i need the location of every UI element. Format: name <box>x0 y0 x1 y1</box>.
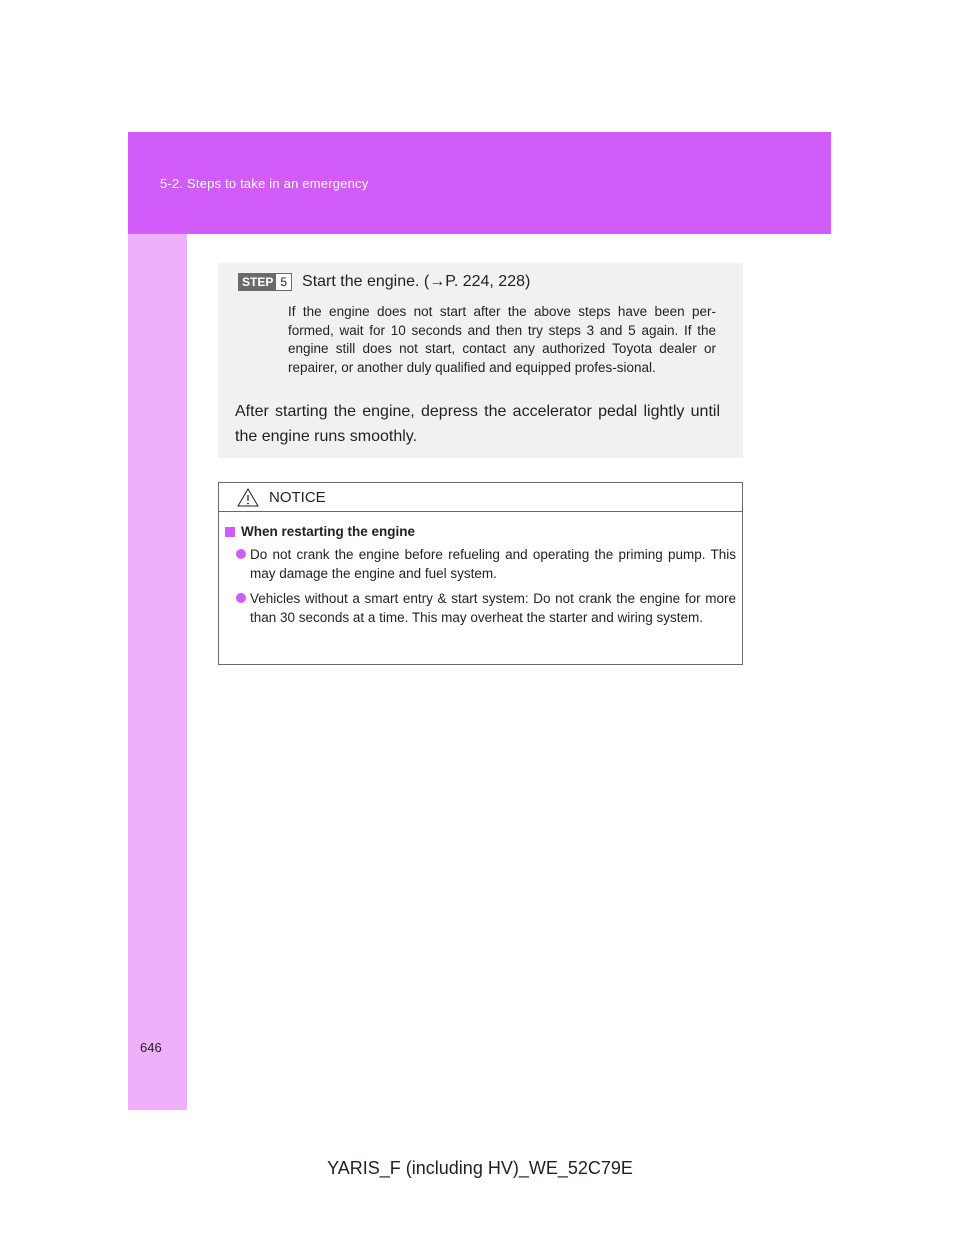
notice-item <box>225 545 736 583</box>
document-footer: YARIS_F (including HV)_WE_52C79E <box>327 1158 633 1178</box>
notice-title: NOTICE <box>269 488 326 506</box>
square-bullet-icon <box>225 527 235 537</box>
section-title: 5-2. Steps to take in an emergency <box>160 176 369 191</box>
warning-icon <box>237 488 259 507</box>
page-number: 646 <box>140 1040 162 1055</box>
step-title: Start the engine. (→P. 224, 228) <box>302 273 531 290</box>
notice-heading-text: When restarting the engine <box>241 524 416 539</box>
notice-item-text: Do not crank the engine before refueling and operating the priming pump. This may damage the engine and fuel system. <box>250 547 736 581</box>
step-heading <box>238 273 530 291</box>
step-badge-number: 5 <box>276 274 291 290</box>
circle-bullet-icon <box>236 593 246 603</box>
notice-heading <box>225 524 736 539</box>
step-box <box>218 263 743 458</box>
step-badge-label: STEP <box>239 274 276 290</box>
notice-item-text: Vehicles without a smart entry & start system: Do not crank the engine for more than 30 seconds at a time. This may overheat the starter and wiring system. <box>250 591 736 625</box>
after-start-instruction: After starting the engine, depress the accelerator pedal lightly until the engine runs smoothly. <box>235 403 720 445</box>
notice-item <box>225 589 736 627</box>
notice-body <box>219 512 742 627</box>
notice-box <box>218 482 743 665</box>
notice-header <box>219 483 742 512</box>
step-badge <box>238 273 292 291</box>
circle-bullet-icon <box>236 549 246 559</box>
side-strip <box>128 234 187 1110</box>
step-detail: If the engine does not start after the above steps have been per-formed, wait for 10 seconds and then try steps 3 and 5 again. If the engine still does not start, contact any authorized Toyota dealer or repairer, or another duly qualified and equipped profes-sional. <box>288 304 716 375</box>
